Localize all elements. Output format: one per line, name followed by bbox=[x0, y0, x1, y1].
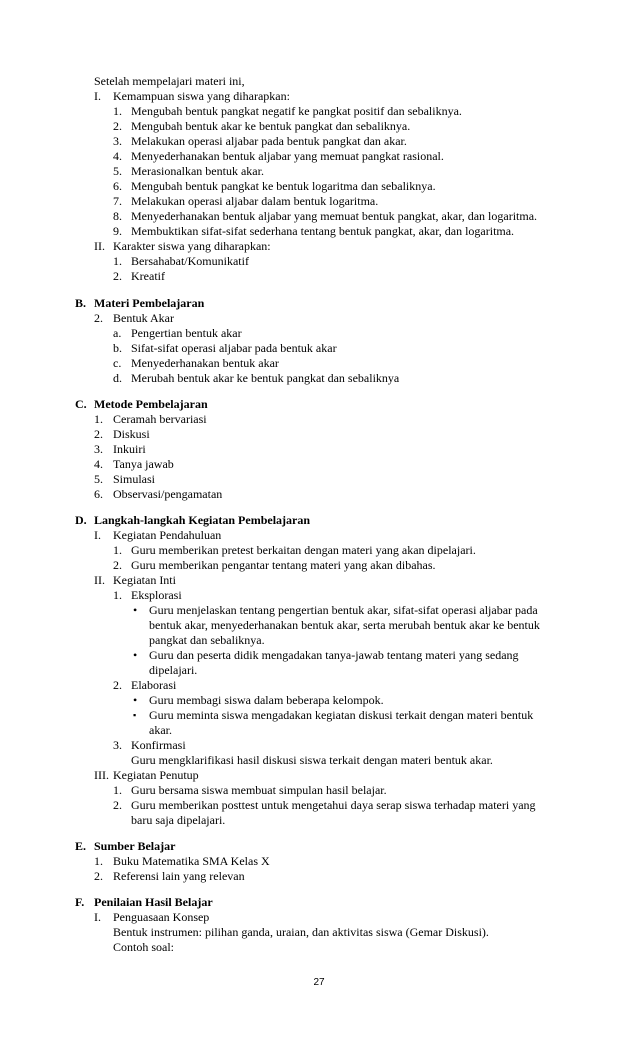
list-item: Bersahabat/Komunikatif bbox=[131, 254, 249, 268]
list-item-number: 9. bbox=[113, 224, 122, 238]
bullet-icon: • bbox=[133, 648, 138, 662]
tujuan-i-title: Kemampuan siswa yang diharapkan: bbox=[113, 89, 290, 103]
list-item-number: 1. bbox=[113, 588, 122, 602]
section-e-letter: E. bbox=[75, 839, 87, 853]
list-item-number: 2. bbox=[113, 678, 122, 692]
list-item: Mengubah bentuk pangkat ke bentuk logaritma dan sebaliknya. bbox=[131, 179, 436, 193]
list-item-number: 1. bbox=[113, 104, 122, 118]
tujuan-ii-number: II. bbox=[94, 239, 105, 253]
list-item-number: 3. bbox=[113, 134, 122, 148]
bullet-icon: • bbox=[133, 603, 138, 617]
list-item: Kreatif bbox=[131, 269, 165, 283]
section-c-heading: Metode Pembelajaran bbox=[94, 397, 208, 411]
section-c-letter: C. bbox=[75, 397, 87, 411]
section-f-heading: Penilaian Hasil Belajar bbox=[94, 895, 213, 909]
list-item-number: 8. bbox=[113, 209, 122, 223]
section-f-letter: F. bbox=[75, 895, 85, 909]
list-item: Ceramah bervariasi bbox=[113, 412, 207, 426]
list-item: Guru memberikan pengantar tentang materi yang akan dibahas. bbox=[131, 558, 436, 572]
list-item-number: 2. bbox=[113, 119, 122, 133]
bullet-icon: • bbox=[133, 693, 138, 707]
list-item-number: 2. bbox=[94, 427, 103, 441]
list-item-number: a. bbox=[113, 326, 122, 340]
list-item-number: 1. bbox=[94, 412, 103, 426]
list-item-number: 2. bbox=[113, 269, 122, 283]
konfirmasi-text: Guru mengklarifikasi hasil diskusi siswa terkait dengan materi bentuk akar. bbox=[131, 753, 493, 767]
section-b-sub-number: 2. bbox=[94, 311, 103, 325]
list-item: Mengubah bentuk akar ke bentuk pangkat dan sebaliknya. bbox=[131, 119, 411, 133]
section-d-ii-number: II. bbox=[94, 573, 105, 587]
instrumen-text: Bentuk instrumen: pilihan ganda, uraian, dan aktivitas siswa (Gemar Diskusi). bbox=[113, 925, 489, 939]
tujuan-i-number: I. bbox=[94, 89, 101, 103]
list-item-number: 4. bbox=[94, 457, 103, 471]
list-item: Menyederhanakan bentuk aljabar yang memuat pangkat rasional. bbox=[131, 149, 444, 163]
section-b-heading: Materi Pembelajaran bbox=[94, 296, 205, 310]
list-item-number: 5. bbox=[94, 472, 103, 486]
list-item: Mengubah bentuk pangkat negatif ke pangkat positif dan sebaliknya. bbox=[131, 104, 462, 118]
list-item: Inkuiri bbox=[113, 442, 146, 456]
list-item: Guru memberikan pretest berkaitan dengan materi yang akan dipelajari. bbox=[131, 543, 476, 557]
list-item-number: 1. bbox=[94, 854, 103, 868]
list-item: Merasionalkan bentuk akar. bbox=[131, 164, 264, 178]
bullet-text: Guru membagi siswa dalam beberapa kelompok. bbox=[149, 693, 384, 707]
bullet-text: Guru meminta siswa mengadakan kegiatan diskusi terkait dengan materi bentuk bbox=[149, 708, 534, 722]
list-item-number: 3. bbox=[94, 442, 103, 456]
list-item: Melakukan operasi aljabar pada bentuk pangkat dan akar. bbox=[131, 134, 407, 148]
list-item-number: 5. bbox=[113, 164, 122, 178]
list-item-number: b. bbox=[113, 341, 122, 355]
list-item: Tanya jawab bbox=[113, 457, 174, 471]
list-item: Observasi/pengamatan bbox=[113, 487, 223, 501]
list-item: Menyederhanakan bentuk aljabar yang memuat bentuk pangkat, akar, dan logaritma. bbox=[131, 209, 538, 223]
list-item-number: 3. bbox=[113, 738, 122, 752]
section-d-ii-title: Kegiatan Inti bbox=[113, 573, 176, 587]
eksplorasi-title: Eksplorasi bbox=[131, 588, 182, 602]
section-d-iii-title: Kegiatan Penutup bbox=[113, 768, 199, 782]
bullet-square-icon: ▪ bbox=[133, 710, 137, 720]
bullet-text: dipelajari. bbox=[149, 663, 198, 677]
list-item: Sifat-sifat operasi aljabar pada bentuk akar bbox=[131, 341, 337, 355]
section-d-iii-number: III. bbox=[94, 768, 109, 782]
list-item-number: 2. bbox=[113, 798, 122, 812]
list-item-number: 1. bbox=[113, 254, 122, 268]
section-d-letter: D. bbox=[75, 513, 87, 527]
bullet-text: pangkat dan sebaliknya. bbox=[149, 633, 265, 647]
list-item-number: 4. bbox=[113, 149, 122, 163]
list-item: Menyederhanakan bentuk akar bbox=[131, 356, 279, 370]
list-item-number: 2. bbox=[113, 558, 122, 572]
list-item: Guru memberikan posttest untuk mengetahui daya serap siswa terhadap materi yang bbox=[131, 798, 536, 812]
bullet-text: akar. bbox=[149, 723, 172, 737]
section-e-heading: Sumber Belajar bbox=[94, 839, 176, 853]
list-item: Melakukan operasi aljabar dalam bentuk logaritma. bbox=[131, 194, 379, 208]
list-item: Membuktikan sifat-sifat sederhana tentang bentuk pangkat, akar, dan logaritma. bbox=[131, 224, 515, 238]
bullet-text: bentuk akar, menyederhanakan bentuk akar, serta merubah bentuk akar ke bentuk bbox=[149, 618, 540, 632]
list-item-number: 6. bbox=[113, 179, 122, 193]
list-item: Pengertian bentuk akar bbox=[131, 326, 242, 340]
list-item-number: 7. bbox=[113, 194, 122, 208]
intro-text: Setelah mempelajari materi ini, bbox=[94, 74, 245, 88]
list-item: Referensi lain yang relevan bbox=[113, 869, 245, 883]
list-item: Simulasi bbox=[113, 472, 156, 486]
bullet-text: Guru menjelaskan tentang pengertian bentuk akar, sifat-sifat operasi aljabar pada bbox=[149, 603, 538, 617]
list-item: Diskusi bbox=[113, 427, 150, 441]
bullet-text: Guru dan peserta didik mengadakan tanya-jawab tentang materi yang sedang bbox=[149, 648, 519, 662]
list-item-number: 2. bbox=[94, 869, 103, 883]
contoh-soal-label: Contoh soal: bbox=[113, 940, 175, 954]
list-item-number: 1. bbox=[113, 783, 122, 797]
list-item-number: 6. bbox=[94, 487, 103, 501]
section-b-sub-title: Bentuk Akar bbox=[113, 311, 174, 325]
section-b-letter: B. bbox=[75, 296, 87, 310]
list-item-number: c. bbox=[113, 356, 122, 370]
konfirmasi-title: Konfirmasi bbox=[131, 738, 186, 752]
list-item-number: 1. bbox=[113, 543, 122, 557]
list-item-number: d. bbox=[113, 371, 122, 385]
section-d-heading: Langkah-langkah Kegiatan Pembelajaran bbox=[94, 513, 311, 527]
section-d-i-number: I. bbox=[94, 528, 101, 542]
elaborasi-title: Elaborasi bbox=[131, 678, 177, 692]
section-d-i-title: Kegiatan Pendahuluan bbox=[113, 528, 222, 542]
section-f-i-number: I. bbox=[94, 910, 101, 924]
page-number: 27 bbox=[313, 977, 325, 988]
list-item-continued: baru saja dipelajari. bbox=[131, 813, 226, 827]
tujuan-ii-title: Karakter siswa yang diharapkan: bbox=[113, 239, 271, 253]
list-item: Guru bersama siswa membuat simpulan hasil belajar. bbox=[131, 783, 387, 797]
list-item: Merubah bentuk akar ke bentuk pangkat dan sebaliknya bbox=[131, 371, 400, 385]
section-f-i-title: Penguasaan Konsep bbox=[113, 910, 210, 924]
list-item: Buku Matematika SMA Kelas X bbox=[113, 854, 270, 868]
